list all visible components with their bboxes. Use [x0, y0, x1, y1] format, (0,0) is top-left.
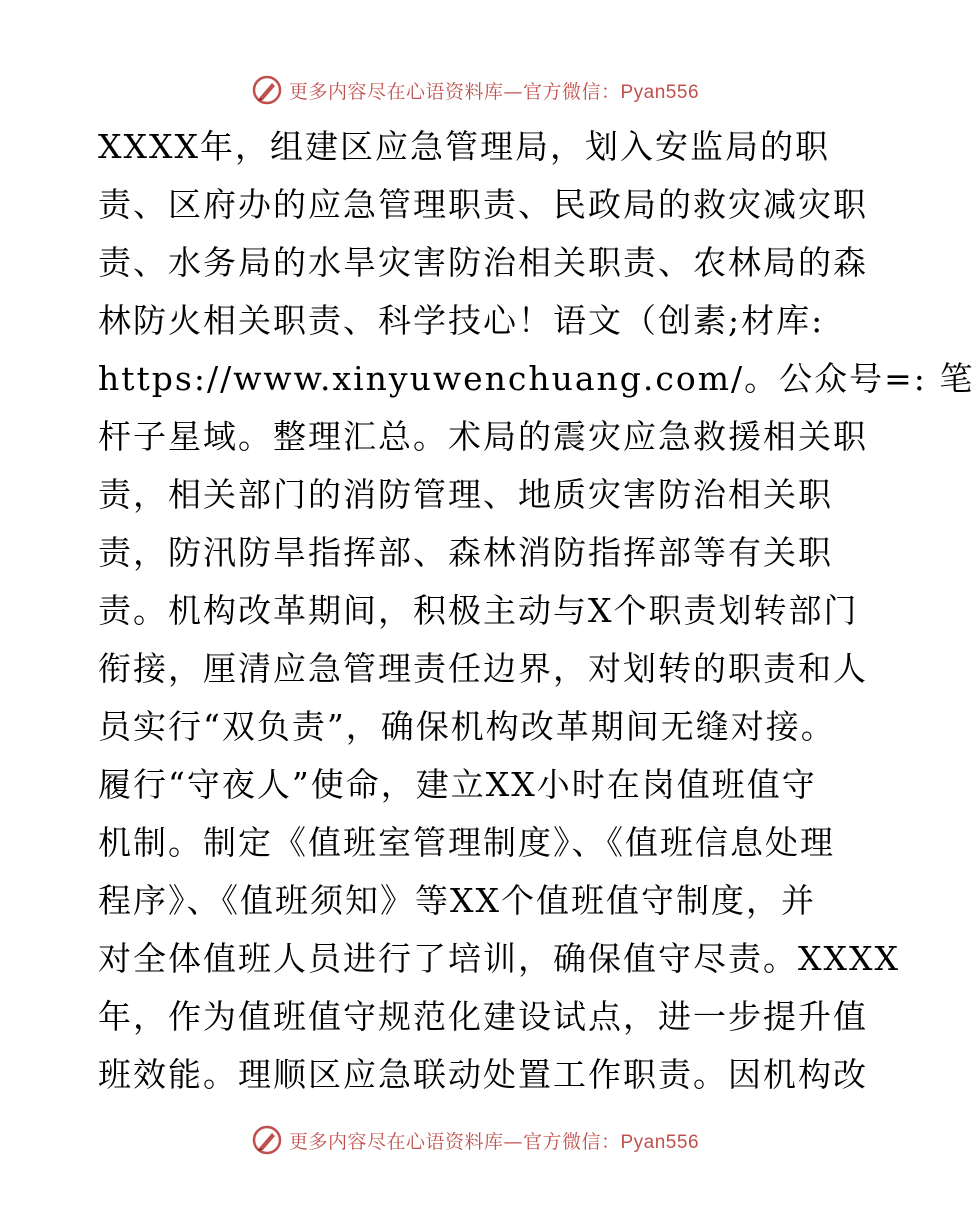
text-line: 年，作为值班值守规范化建设试点，进一步提升值	[98, 997, 868, 1036]
header-watermark-text: 更多内容尽在心语资料库—官方微信：Pyan556	[288, 80, 700, 103]
footer-watermark-text: 更多内容尽在心语资料库—官方微信：Pyan556	[288, 1130, 700, 1153]
text-line: 责、区府办的应急管理职责、民政局的救灾减灾职	[98, 185, 868, 224]
text-line: 责。机构改革期间，积极主动与X个职责划转部门	[98, 591, 859, 630]
text-line: https://www.xinyuwenchuang.com/。公众号=: 笔	[98, 359, 974, 398]
text-line: 责，相关部门的消防管理、地质灾害防治相关职	[98, 475, 833, 514]
text-line: 履行“守夜人”使命，建立XX小时在岗值班值守	[98, 765, 817, 804]
text-line: 机制。制定《值班室管理制度》、《值班信息处理	[98, 823, 835, 862]
text-line: 衔接，厘清应急管理责任边界，对划转的职责和人	[98, 649, 868, 688]
pen-logo-icon	[251, 1124, 283, 1156]
text-line: 程序》、《值班须知》等XX个值班值守制度，并	[98, 881, 816, 920]
text-line: 杆子星域。整理汇总。术局的震灾应急救援相关职	[98, 417, 868, 456]
text-line: 责，防汛防旱指挥部、森林消防指挥部等有关职	[98, 533, 833, 572]
footer-watermark	[0, 1120, 950, 1160]
body-text	[98, 118, 974, 1104]
text-line: 班效能。理顺区应急联动处置工作职责。因机构改	[98, 1055, 868, 1094]
text-line: 对全体值班人员进行了培训，确保值守尽责。XXXX	[98, 939, 900, 978]
text-line: XXXX年，组建区应急管理局，划入安监局的职	[98, 127, 830, 166]
text-line: 员实行“双负责”，确保机构改革期间无缝对接。	[98, 707, 836, 746]
text-line: 林防火相关职责、科学技心！语文（创素;材库:	[98, 301, 825, 340]
text-line: 责、水务局的水旱灾害防治相关职责、农林局的森	[98, 243, 868, 282]
header-watermark	[0, 70, 950, 110]
pen-logo-icon	[251, 74, 283, 106]
